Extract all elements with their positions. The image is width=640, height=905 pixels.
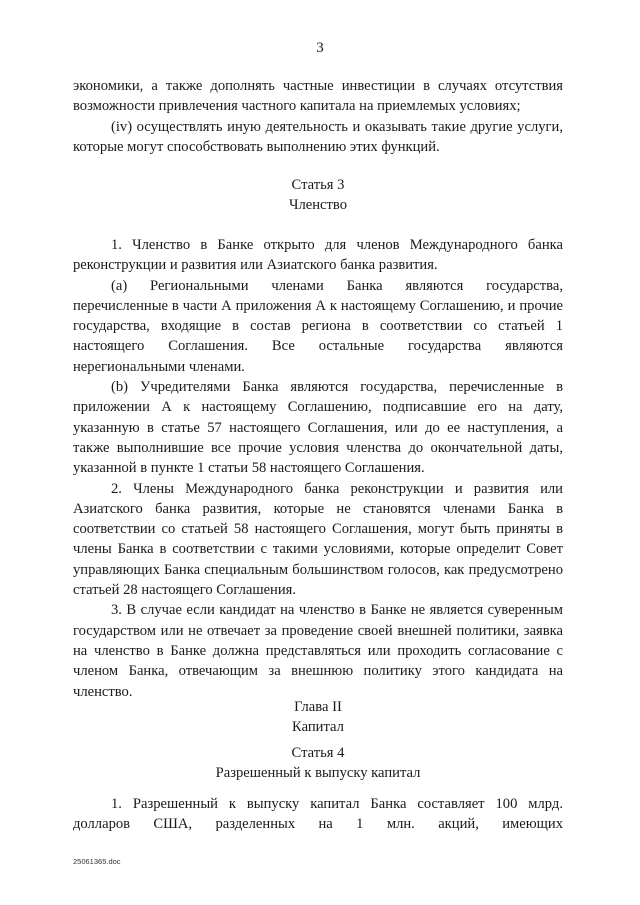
paragraph-3-2: 2. Члены Международного банка реконструкции и развития или Азиатского банка развития, которые не становятся членами Банка в соответствии со статьей 58 настоящего Соглашения, могут быть приняты в члены Банка в соответствии с такими условиями, которые определит Совет управляющих Банка специальным большинством голосов, как предусмотрено статьей 28 настоящего Соглашения. [73,480,563,599]
paragraph-3-3: 3. В случае если кандидат на членство в Банке не является суверенным государством или не отвечает за проведение своей внешней политики, заявка на членство в Банке должна представляться или проходить согласование с членом Банка, отвечающим за внешнюю политику этого кандидата на членство. [73,602,563,700]
article-4-heading: Статья 4 [291,745,345,761]
chapter-2-heading: Глава II [294,699,342,715]
article-4-title: Разрешенный к выпуску капитал [215,765,421,781]
article-3-body [73,235,563,702]
paragraph-3-1-b: (b) Учредителями Банка являются государства, перечисленные в приложении А к настоящему Соглашению, подписавшие его на дату, указанную в статье 57 настоящего Соглашения, или до ее наступления, а также выполнившие все прочие условия членства до окончательной даты, указанной в пункте 1 статьи 58 настоящего Соглашения. [73,379,563,477]
paragraph-item-iv: (iv) осуществлять иную деятельность и оказывать такие другие услуги, которые могут способствовать выполнению этих функций. [73,118,563,155]
paragraph-4-1: 1. Разрешенный к выпуску капитал Банка составляет 100 млрд. долларов США, разделенных на 1 млн. акций, имеющих [73,796,563,833]
article-4-body [73,794,563,835]
footer-filename: 25061365.doc [73,857,121,866]
paragraph-3-1: 1. Членство в Банке открыто для членов Международного банка реконструкции и развития или Азиатского банка развития. [73,237,563,274]
article-3-heading: Статья 3 [291,177,345,193]
page-number: 3 [316,40,324,56]
paragraph-3-1-a: (a) Региональными членами Банка являются государства, перечисленные в части А приложения А к настоящему Соглашению, и прочие государства, входящие в состав региона в соответствии со статьей 1 настоящего Соглашения. Все остальные государства являются нерегиональными членами. [73,277,563,375]
paragraph-economy: экономики, а также дополнять частные инвестиции в случаях отсутствия возможности привлечения частного капитала на приемлемых условиях; [73,78,563,115]
chapter-2-title: Капитал [292,719,344,735]
continuation-text [73,76,563,157]
article-3-title: Членство [289,197,347,213]
